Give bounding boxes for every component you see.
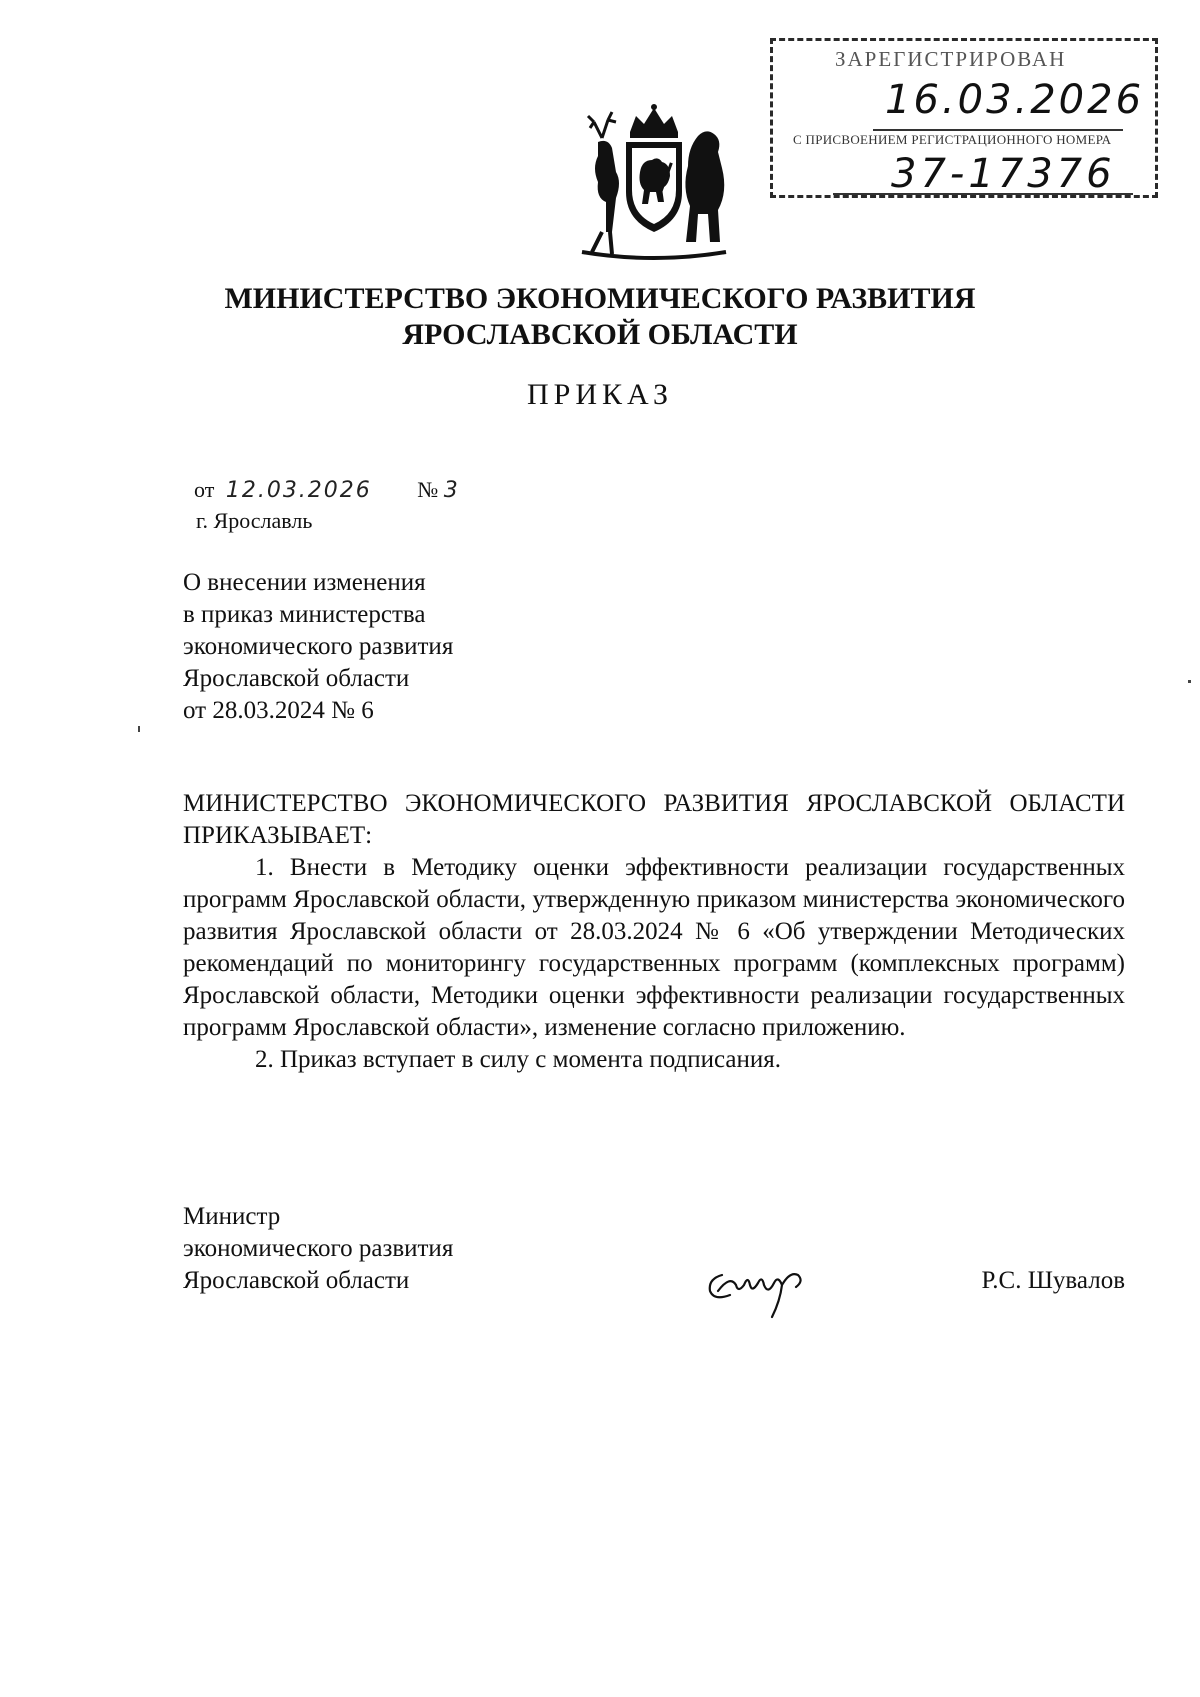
- order-preamble: МИНИСТЕРСТВО ЭКОНОМИЧЕСКОГО РАЗВИТИЯ ЯРОСЛАВСКОЙ ОБЛАСТИ ПРИКАЗЫВАЕТ:: [183, 790, 1125, 849]
- scan-speck: [138, 726, 140, 732]
- order-city: г. Ярославль: [196, 508, 313, 533]
- order-item-2: 2. Приказ вступает в силу с момента подписания.: [255, 1046, 781, 1073]
- stamp-underline: [873, 129, 1123, 131]
- subject-line: от 28.03.2024 № 6: [183, 697, 374, 724]
- order-date-line: [194, 477, 460, 503]
- handwritten-signature: [700, 1245, 830, 1325]
- ministry-heading-line2: ЯРОСЛАВСКОЙ ОБЛАСТИ: [402, 318, 798, 351]
- registration-stamp: [770, 38, 1158, 198]
- number-prefix: №: [417, 477, 439, 502]
- date-prefix: от: [194, 477, 215, 502]
- coat-of-arms-icon: [572, 102, 736, 262]
- subject-line: Ярославской области: [183, 665, 410, 692]
- ministry-heading: [0, 281, 1200, 353]
- order-number: 3: [443, 478, 460, 503]
- subject-line: экономического развития: [183, 633, 454, 660]
- signatory-position: [183, 1201, 453, 1297]
- stamp-subtitle: С ПРИСВОЕНИЕМ РЕГИСТРАЦИОННОГО НОМЕРА: [793, 132, 1112, 147]
- order-body: [183, 788, 1125, 1076]
- scan-speck: [1188, 680, 1191, 683]
- document-type: ПРИКАЗ: [527, 378, 673, 411]
- position-line: экономического развития: [183, 1235, 454, 1262]
- stamp-title: ЗАРЕГИСТРИРОВАН: [835, 47, 1067, 71]
- order-item-1: 1. Внести в Методику оценки эффективности реализации государственных программ Ярославской области, утвержденную приказом министерства экономического развития Ярославской области от 28.03.2024 № 6 «Об утверждении Методических рекомендаций по мониторингу государственных программ (комплексных программ) Ярославской области, Методики оценки эффективности реализации государственных программ Ярославской области», изменение согласно приложению.: [183, 854, 1125, 1041]
- position-line: Министр: [183, 1203, 281, 1230]
- position-line: Ярославской области: [183, 1267, 410, 1294]
- stamp-registration-number: 37-17376: [891, 151, 1116, 197]
- stamp-underline: [833, 193, 1133, 195]
- order-date: 12.03.2026: [225, 478, 372, 503]
- order-subject: [183, 567, 453, 727]
- stamp-date: 16.03.2026: [885, 77, 1145, 123]
- ministry-heading-line1: МИНИСТЕРСТВО ЭКОНОМИЧЕСКОГО РАЗВИТИЯ: [224, 282, 976, 315]
- signer-name: Р.С. Шувалов: [981, 1267, 1125, 1294]
- subject-line: в приказ министерства: [183, 601, 426, 628]
- subject-line: О внесении изменения: [183, 569, 426, 596]
